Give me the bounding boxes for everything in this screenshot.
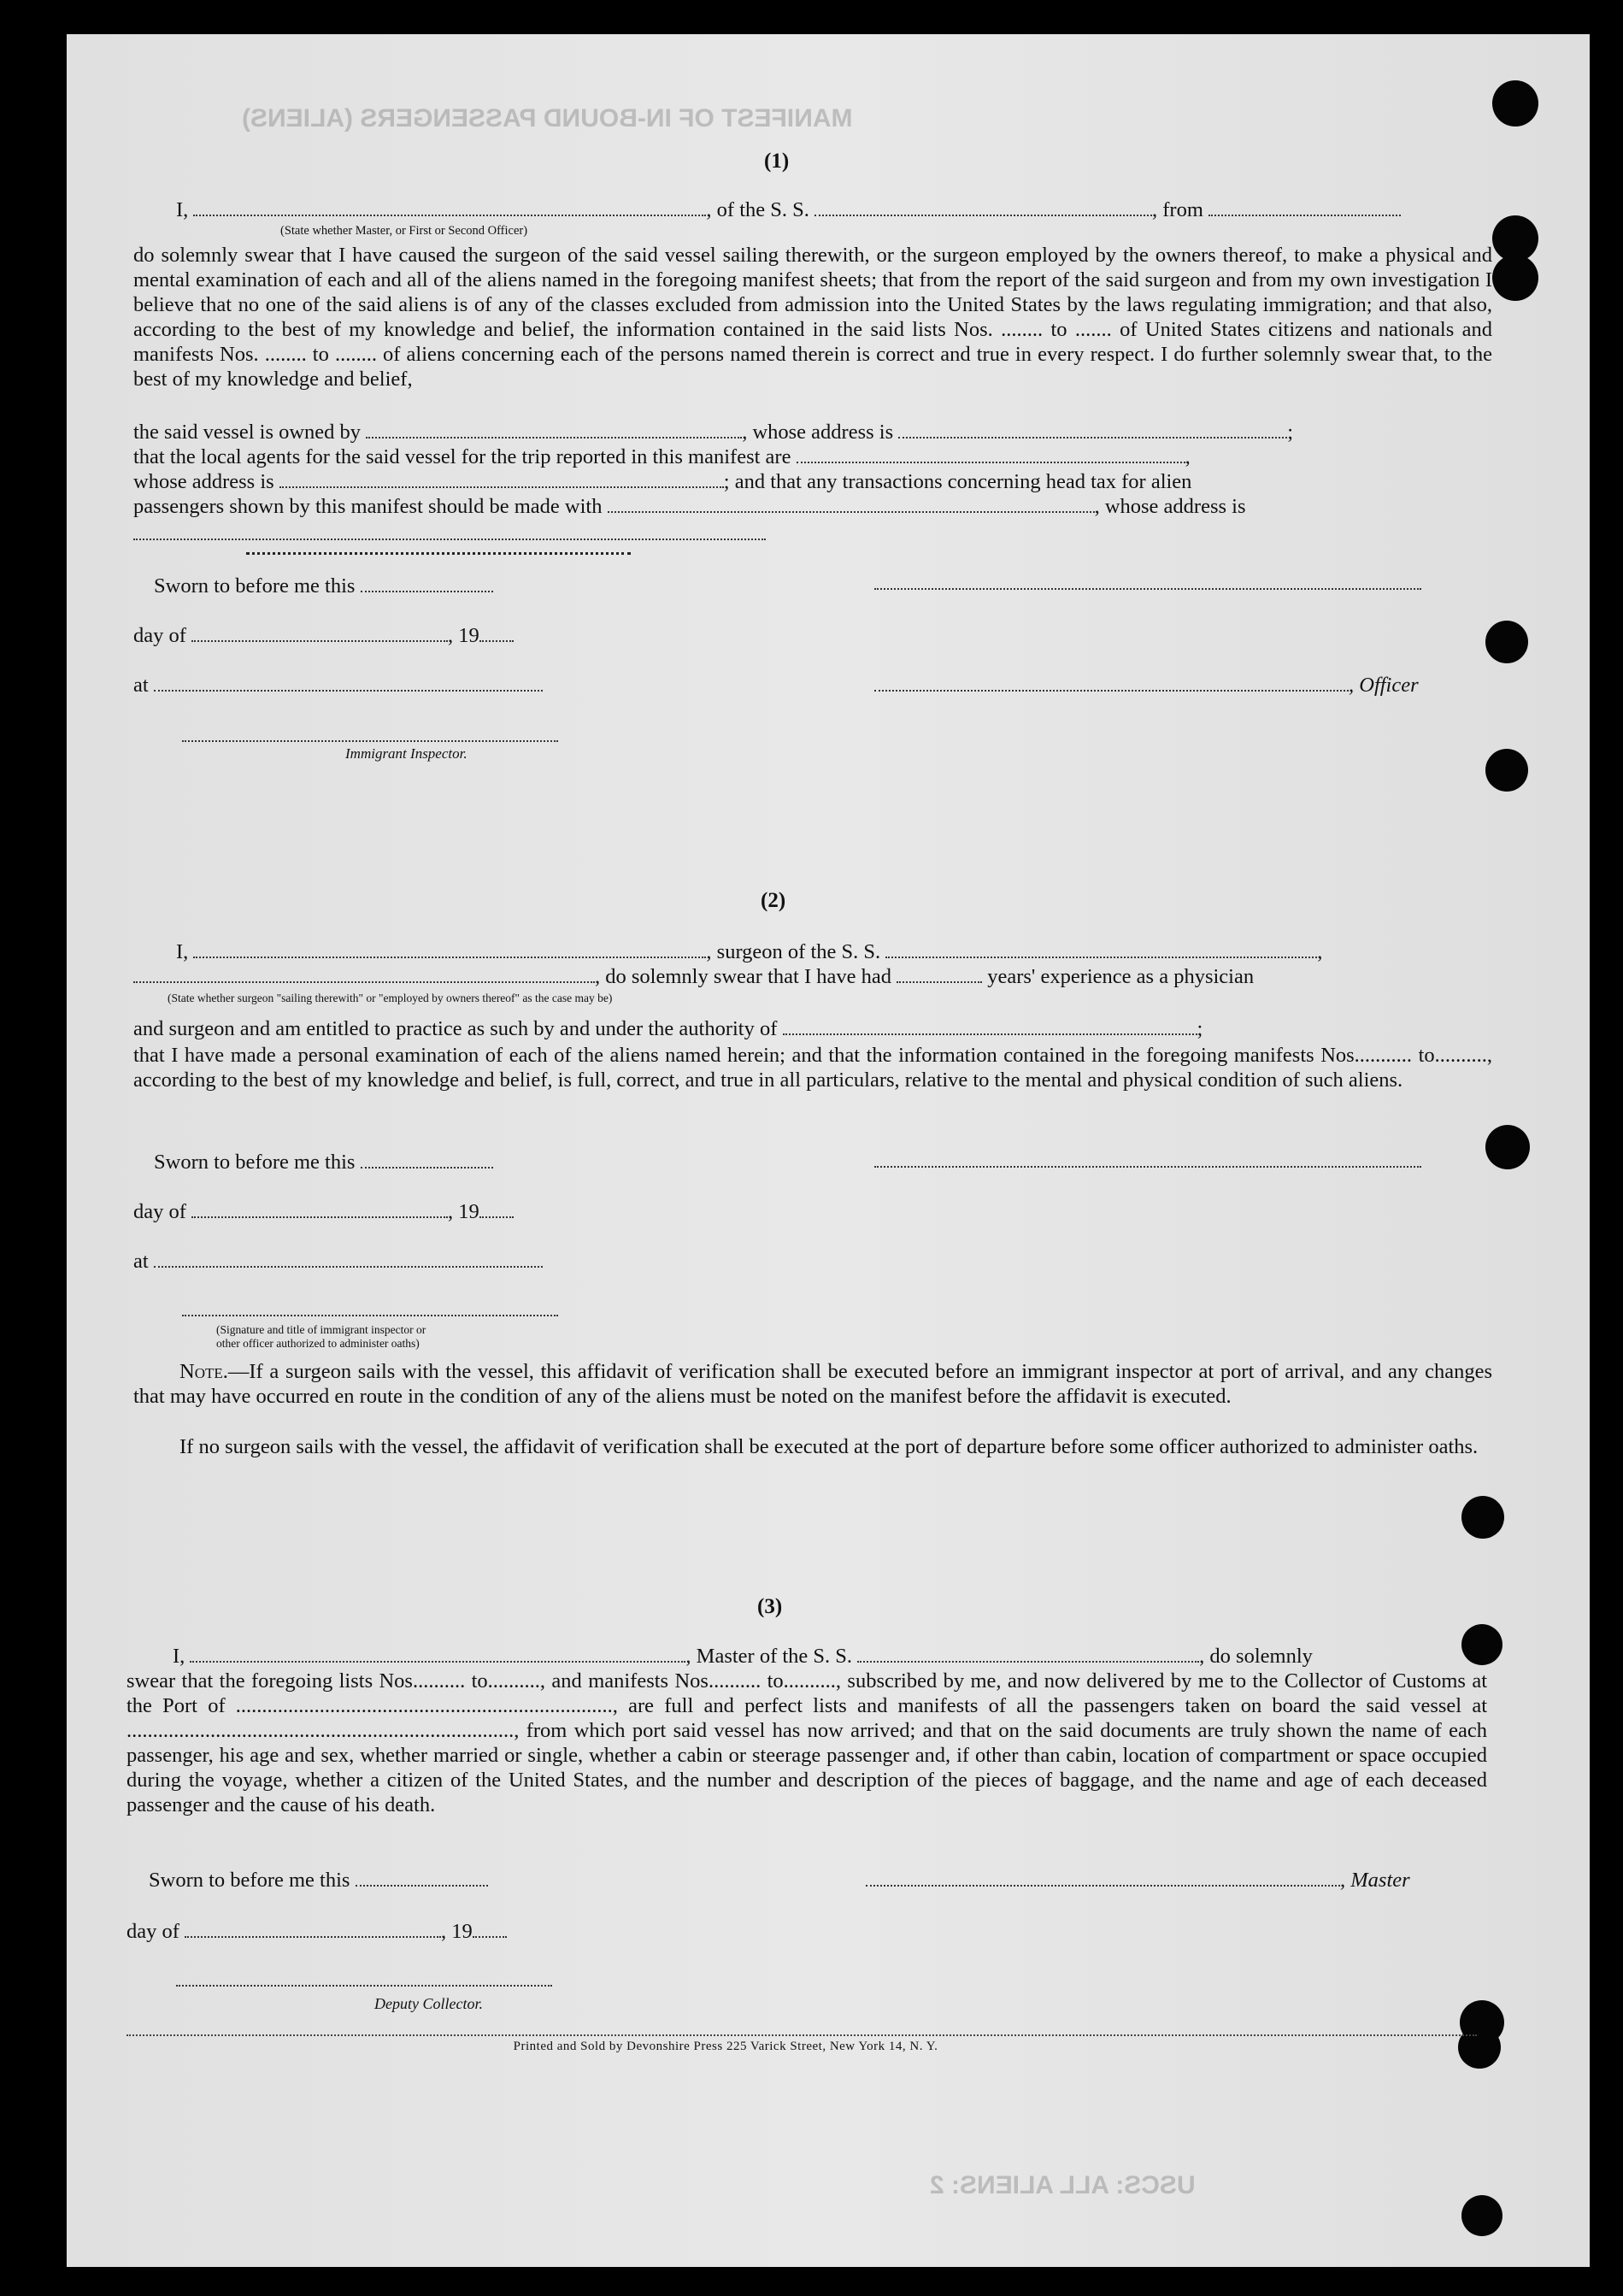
inspector-caption: Immigrant Inspector. — [345, 745, 467, 762]
whose-address-end-label: , whose address is — [1094, 495, 1246, 518]
sworn-date-field[interactable] — [356, 1869, 488, 1887]
year-prefix: , 19 — [441, 1920, 473, 1943]
address-continuation-dots — [246, 550, 631, 555]
punch-hole — [1461, 1496, 1504, 1539]
section-2-line-3: and surgeon and am entitled to practice as such by and under the authority of ; — [133, 1017, 1203, 1040]
master-signature-field[interactable] — [866, 1869, 1340, 1887]
document-page — [67, 34, 1590, 2267]
officer-label: , Officer — [1349, 674, 1419, 697]
master-label: , Master — [1340, 1869, 1410, 1892]
surgeon-caption: (State whether surgeon "sailing therewith" or "employed by owners thereof" as the case may be) — [168, 992, 613, 1004]
surgeon-of-ss-label: , surgeon of the S. S. — [706, 940, 881, 963]
note-paragraph — [133, 1359, 1492, 1409]
sworn-label: Sworn to before me this — [154, 574, 356, 598]
head-tax-address-field[interactable] — [133, 537, 766, 540]
agents-address-label: whose address is — [133, 470, 274, 493]
day-of-month-field[interactable] — [191, 625, 448, 642]
sworn-date-field[interactable] — [361, 575, 493, 592]
from-port-field[interactable] — [1208, 199, 1401, 216]
owner-address-label: , whose address is — [742, 421, 894, 444]
section-2-paragraph: that I have made a personal examination of each of the aliens named herein; and that the information contained in the foregoing manifests Nos........... to.........., according to the best of my knowledge and belief, is full, correct, and true in all particulars, relative to the mental and physical condition of such aliens. — [133, 1044, 1492, 1092]
at-place-field[interactable] — [154, 674, 543, 692]
local-agents-line: that the local agents for the said vessel for the trip reported in this manifest are , — [133, 445, 1191, 468]
bleed-through-stamp: USCS: ALL ALIENS: 2 — [930, 2171, 1196, 2199]
agents-address-line — [133, 470, 1191, 494]
at-label: at — [133, 1250, 149, 1273]
punch-hole — [1461, 2195, 1502, 2236]
at-line-2 — [133, 1250, 543, 1274]
section-2-line-2 — [133, 965, 1254, 989]
punch-hole — [1485, 749, 1528, 792]
day-of-label: day of — [133, 624, 186, 647]
bleed-through-title: MANIFEST OF IN-BOUND PASSENGERS (ALIENS) — [242, 104, 853, 132]
day-of-month-field[interactable] — [191, 1201, 448, 1218]
surgeon-vessel-field[interactable] — [885, 941, 1317, 958]
passengers-label: passengers shown by this manifest should be made with — [133, 495, 603, 518]
signature-caption-1: (Signature and title of immigrant inspector or — [216, 1323, 426, 1336]
day-of-line-3 — [126, 1920, 507, 1944]
inspector-signature-field[interactable] — [182, 739, 558, 742]
printer-imprint: Printed and Sold by Devonshire Press 225 Varick Street, New York 14, N. Y. — [513, 2040, 938, 2053]
deputy-caption: Deputy Collector. — [374, 1995, 483, 2012]
punch-hole — [1485, 621, 1528, 663]
punch-hole — [1492, 80, 1538, 127]
day-of-line-1 — [133, 624, 514, 648]
year-prefix: , 19 — [448, 1200, 479, 1223]
owner-field[interactable] — [366, 421, 742, 439]
section-1-paragraph: do solemnly swear that I have caused the surgeon of the said vessel sailing therewith, or the surgeon employed by the owners thereof, to make a physical and mental examination of each and all of the aliens named in the foregoing manifest sheets; that from the report of the said surgeon and from my own investigation I believe that no one of the said aliens is of any of the classes excluded from admission into the United States by the laws regulating immigration; and that also, according to the best of my knowledge and belief, the information contained in the said lists Nos. ........ to ....... of United States citizens and nationals and manifests Nos. ........ to ........ of aliens concerning each of the persons named therein is correct and true in every respect. I do further solemnly swear that, to the best of my knowledge and belief, — [133, 244, 1492, 391]
signature-caption-2: other officer authorized to administer oaths) — [216, 1337, 420, 1350]
sworn-line-1 — [154, 574, 493, 598]
year-prefix: , 19 — [448, 624, 479, 647]
year-field[interactable] — [479, 625, 514, 642]
day-of-month-field[interactable] — [185, 1921, 441, 1938]
sworn-line-3 — [149, 1869, 488, 1893]
do-solemnly-label: , do solemnly — [1199, 1645, 1313, 1668]
i-label: I, — [176, 940, 189, 963]
sworn-line-2 — [154, 1151, 493, 1174]
i-label: I, — [176, 198, 189, 221]
punch-hole — [1485, 1125, 1530, 1169]
from-label: , from — [1152, 198, 1203, 221]
master-of-ss-label: , Master of the S. S. — [685, 1645, 853, 1668]
master-signature-line — [866, 1869, 1410, 1893]
section-3-line-1 — [173, 1645, 1313, 1669]
at-line-1 — [133, 674, 543, 698]
year-field[interactable] — [479, 1201, 514, 1218]
at-label: at — [133, 674, 149, 697]
master-vessel-field[interactable] — [857, 1645, 1199, 1663]
surgeon-type-field[interactable] — [133, 966, 595, 983]
surgeon-name-field[interactable] — [193, 941, 706, 958]
agents-address-field[interactable] — [279, 471, 724, 488]
officer-title-sign-field[interactable] — [874, 674, 1349, 692]
local-agents-label: that the local agents for the said vessel for the trip reported in this manifest are — [133, 445, 791, 468]
swear-label: , do solemnly swear that I have had — [595, 965, 891, 988]
owned-by-line: the said vessel is owned by , whose address is ; — [133, 421, 1294, 444]
section-1-line-1 — [176, 198, 1401, 222]
passengers-line — [133, 495, 1246, 519]
note-paragraph-2: If no surgeon sails with the vessel, the affidavit of verification shall be executed at the port of departure before some officer authorized to administer oaths. — [179, 1435, 1479, 1458]
vessel-name-field[interactable] — [814, 199, 1152, 216]
day-of-label: day of — [126, 1920, 179, 1943]
note-label: Note. — [179, 1360, 228, 1383]
i-label: I, — [173, 1645, 185, 1668]
deputy-collector-signature-field[interactable] — [176, 1983, 552, 1987]
section-3-paragraph: swear that the foregoing lists Nos.......... to.........., and manifests Nos.......... to.........., subscribed by me, and now delivered by me to the Collector of Customs at the Port of ........................................................................, are full and perfect lists and manifests of all the passengers taken on board the said vessel at .........................................................................., from which port said vessel has now arrived; and that on the said documents are truly shown the name of each passenger, his age and sex, whether married or single, whether a cabin or steerage passenger and, if other than cabin, location of compartment or space occupied during the voyage, whether a citizen of the United States, and the number and description of the pieces of baggage, and the name and age of each deceased passenger and the cause of his death. — [126, 1669, 1487, 1816]
master-name-field[interactable] — [190, 1645, 685, 1663]
officer-signature-field[interactable] — [874, 586, 1421, 590]
at-place-field[interactable] — [154, 1251, 543, 1268]
head-tax-label: ; and that any transactions concerning head tax for alien — [723, 470, 1192, 493]
section-2-line-1: I, , surgeon of the S. S. , — [176, 940, 1323, 963]
note-text: —If a surgeon sails with the vessel, this affidavit of verification shall be executed before an immigrant inspector at port of arrival, and any changes that may have occurred en route in the condition of any of the aliens must be noted on the manifest before the affidavit is executed. — [133, 1360, 1492, 1408]
sworn-label: Sworn to before me this — [154, 1151, 356, 1174]
year-field[interactable] — [473, 1921, 507, 1938]
inspector-signature-field[interactable] — [182, 1313, 558, 1316]
years-field[interactable] — [897, 966, 982, 983]
of-ss-label: , of the S. S. — [706, 198, 809, 221]
authority-field[interactable] — [783, 1018, 1197, 1035]
owned-by-label: the said vessel is owned by — [133, 421, 362, 444]
local-agents-field[interactable] — [797, 446, 1185, 463]
officer-caption: (State whether Master, or First or Second Officer) — [280, 224, 528, 238]
section-3-number: (3) — [757, 1595, 783, 1618]
punch-hole — [1461, 1624, 1502, 1665]
punch-hole — [1492, 255, 1538, 301]
sworn-label: Sworn to before me this — [149, 1869, 350, 1892]
authority-label: and surgeon and am entitled to practice as such by and under the authority of — [133, 1017, 778, 1040]
head-tax-contact-field[interactable] — [608, 496, 1095, 513]
day-of-label: day of — [133, 1200, 186, 1223]
officer-title-line — [874, 674, 1419, 698]
footer-rule — [126, 2034, 1477, 2036]
sworn-date-field[interactable] — [361, 1151, 493, 1169]
section-2-number: (2) — [761, 889, 786, 912]
years-label: years' experience as a physician — [987, 965, 1255, 988]
surgeon-signature-field[interactable] — [874, 1164, 1421, 1168]
owner-address-field[interactable] — [898, 421, 1287, 439]
day-of-line-2 — [133, 1200, 514, 1224]
section-1-number: (1) — [764, 150, 790, 173]
officer-title-field[interactable] — [193, 199, 706, 216]
